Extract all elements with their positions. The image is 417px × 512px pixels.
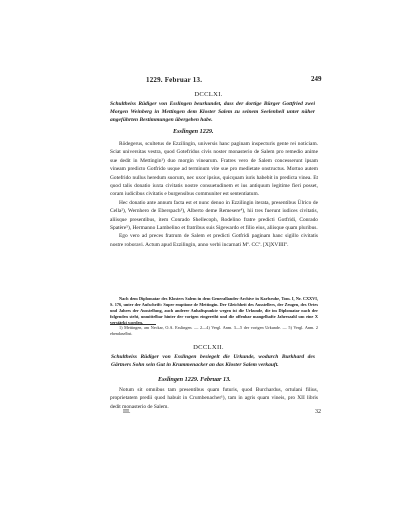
footnote-text: 1) Mettingen, am Neckar, O.A. Esslingen. — 2—4) Vergl. Anm. 3—5 der vorigen Urkunde. — 5) Vergl. Anm. 2 ebendaselbst. bbox=[110, 325, 318, 336]
footnotes bbox=[110, 325, 318, 337]
running-header-date: 1229. Februar 13. bbox=[146, 76, 203, 84]
signature-mark: 32 bbox=[315, 409, 321, 415]
editorial-note-text: Nach dem Diplomatar des Klosters Salem in dem Generallandes-Archive in Karlsruhe, Tom. I, Nr. CXXVI, S. 176, unter der Aufschrift: Super emptione de Mettingin. Der Gleichheit des Ausstellers, der Zeugen, des Ortes und Jahres der Ausstellung, auch anderer Anhaltspunkte wegen ist die Urkunde, die im Diplomatar nach der folgenden steht, unmittelbar hinter der vorigen eingereiht und die offenbar mangelhafte Jahreszahl um eine X verstärkt worden. bbox=[110, 296, 318, 326]
document-number: DCCLXII. bbox=[193, 344, 224, 351]
document-number: DCCLXI. bbox=[194, 91, 223, 98]
document-body bbox=[110, 140, 318, 249]
place-date: Esslingen 1229. Februar 13. bbox=[158, 376, 231, 383]
document-heading: Schultheiss Rüdiger von Esslingen besiegelt die Urkunde, wodurch Burkhard des Gärtners Sohn sein Gut in Krummenacker an das Kloster Salem verkauft. bbox=[111, 354, 315, 368]
body-paragraph: Hec donatio ante annum facta est et nunc denuo in Ezzilingin iterata, presentibus Ülrico de Cella²), Wernhero de Eberspach³), Alberto deme Remesere⁴), hii tres fuerunt iudices civitatis, aliisque presentibus, item Conrado Shellecoph, Rodelino fratre predicti Gotfridi, Conrado Spatère⁵), Hermanno Lambelino et fratribus suis Sigewardo et filio eius, aliisque quam pluribus. bbox=[110, 199, 318, 232]
page-number: 249 bbox=[311, 75, 322, 83]
body-paragraph: Notum sit omnibus tam presentibus quam futuris, quod Burchardus, ortulani filius, proprietatem predii quod habuit in Crumbenacher¹), tam in agris quam vineis, pro XII libris dedit monasterio de Salem. bbox=[110, 387, 318, 410]
document-heading: Schultheiss Rüdiger von Esslingen beurkundet, dass der dortige Bürger Gottfried zwei Morgen Weinberg in Mettingen dem Kloster Salem zu seinem Seelenheil unter näher angeführten Bestimmungen übergeben habe. bbox=[110, 101, 315, 123]
place-date: Esslingen 1229. bbox=[173, 128, 214, 135]
signature-mark: III. bbox=[123, 409, 131, 415]
body-paragraph: Ego vero ad preces fratrum de Salem et predicti Gotfridi paginam hanc sigillo civitatis nostre roboravi. Actum apud Ezzilingin, anno verbi incarnati Mº. CCº. [X]XVIIIIº. bbox=[110, 233, 318, 248]
body-paragraph: Rödegerus, scultetus de Ezzilingin, universis hanc paginam inspecturis gente rei noticiam. Sciat universitas vestra, quod Gotefridus civis noster monasterio de Salem pro remedio anime sue dedit in Mettingin¹) duo morgin vinearum. Fratres vero de Salem concesserunt ipsam vineam predicto Gotfrido usque ad terminum vite sue pro medietate onstructus. Mortuo autem Gotefrido nullus heredum suorum, nec uxor ipsius, quicquam iuris habebit in predicta vinea. Et quod talis donatio iuxta civitatis nostre consuetudinem et ius antiquum legitime fieri posset, coram iudicibus civitatis e burgensibus communiter est sententiatum. bbox=[110, 141, 318, 198]
document-body bbox=[110, 386, 318, 411]
editorial-note bbox=[110, 296, 318, 326]
